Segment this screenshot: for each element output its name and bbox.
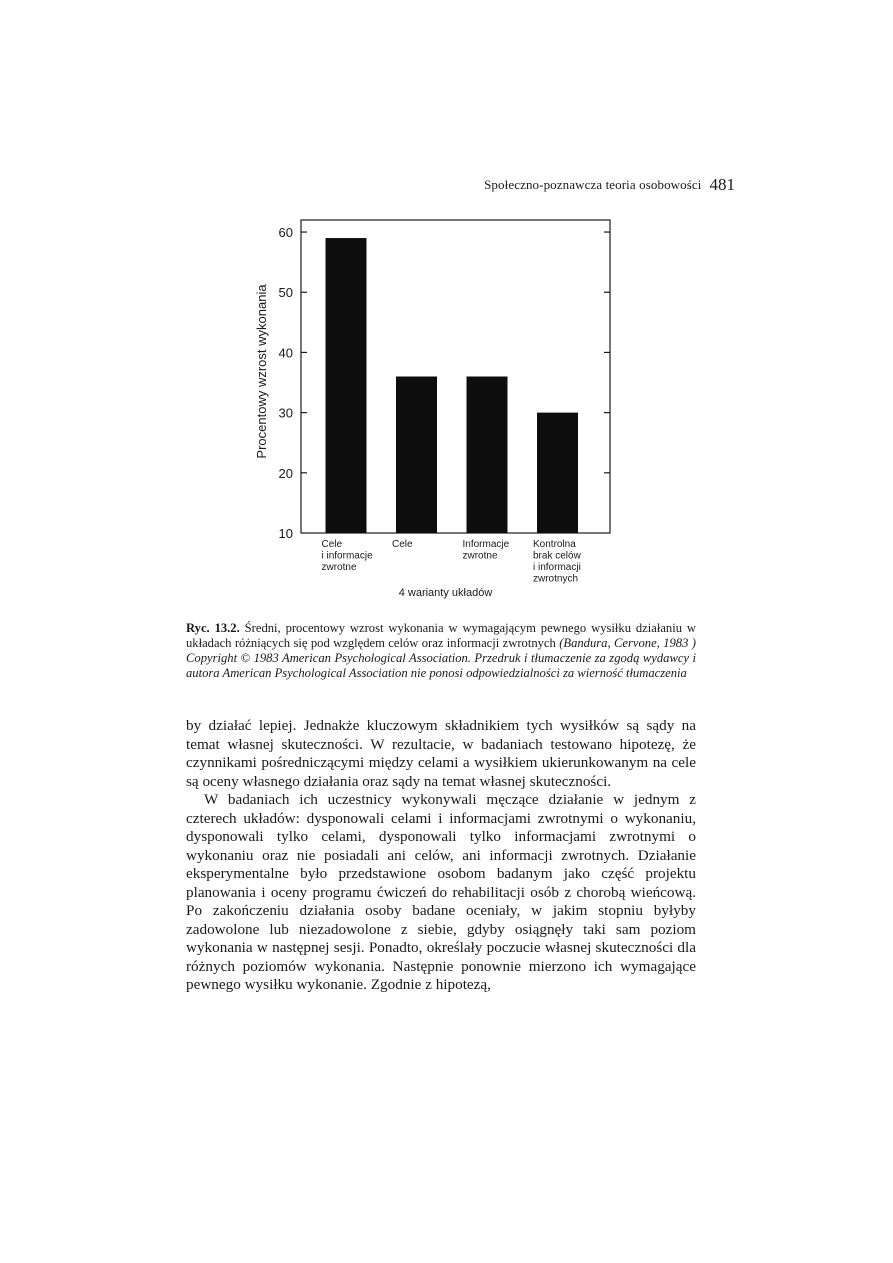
page-number: 481 <box>709 175 735 194</box>
x-category-label: Informacje <box>462 539 510 550</box>
bar <box>467 377 508 534</box>
y-tick-label: 30 <box>278 405 293 421</box>
x-category-label: i informacje <box>321 550 373 562</box>
figure-caption-source: (Bandura, Cervone, 1983 ) Copyright © 1983 American Psychological Association. Przedruk i tłumaczenie za zgodą wydawcy i autora American Psychological Association nie ponosi odpowiedzialności za wierność tłumaczenia <box>186 636 696 680</box>
x-category-label: Kontrolna <box>533 539 576 550</box>
x-category-label: zwrotnych <box>533 573 579 585</box>
x-category-label: zwrotne <box>321 562 357 573</box>
y-tick-label: 10 <box>278 526 293 541</box>
x-category-label: i informacji <box>533 562 581 573</box>
x-category-label: zwrotne <box>462 550 498 562</box>
figure-chart <box>240 210 640 610</box>
y-tick-label: 60 <box>278 225 293 241</box>
running-head-title: Społeczno-poznawcza teoria osobowości <box>484 177 702 192</box>
paragraph-2: W badaniach ich uczestnicy wykonywali męczące działanie w jednym z czterech układów: dysponowali celami i informacjami zwrotnymi o wykonaniu, dysponowali tylko celami, dysponowali tylko informacjami zwrotnymi o wykonaniu oraz nie posiadali ani celów, ani informacji zwrotnych. Działanie eksperymentalne było przedstawione osobom badanym jako część projektu planowania i oceny programu ćwiczeń do rehabilitacji osób z chorobą wieńcową. Po zakończeniu działania osoby badane oceniały, w jakim stopniu byłyby zadowolone lub niezadowolone z siebie, gdyby osiągnęły taki sam poziom wykonania w następnej sesji. Ponadto, określały poczucie własnej skuteczności dla różnych poziomów wykonania. Następnie ponownie mierzono ich wymagające pewnego wysiłku wykonanie. Zgodnie z hipotezą, <box>186 791 696 993</box>
body-text <box>186 717 696 995</box>
y-tick-label: 20 <box>278 465 293 481</box>
y-tick-label: 50 <box>278 285 293 301</box>
bar <box>396 377 437 534</box>
paragraph-1: by działać lepiej. Jednakże kluczowym składnikiem tych wysiłków są sądy na temat własnej skuteczności. W rezultacie, w badaniach testowano hipotezę, że czynnikami pośredniczącymi między celami a wysiłkiem ukierunkowanym na cele są oceny własnego działania oraz sądy na temat własnej skuteczności. <box>186 717 696 790</box>
bar-chart <box>240 210 640 610</box>
figure-label: Ryc. 13.2. <box>186 621 240 635</box>
x-category-label: Cele <box>321 539 343 550</box>
figure-caption-text: Średni, procentowy wzrost wykonania w wymagającym pewnego wysiłku działaniu w układach różniących się pod względem celów oraz informacji zwrotnych <box>186 621 697 650</box>
y-tick-label: 40 <box>278 345 293 361</box>
x-category-label: Cele <box>392 539 413 550</box>
x-category-label: brak celów <box>533 550 581 562</box>
x-axis-label: 4 warianty układów <box>398 587 493 599</box>
bar <box>326 238 367 533</box>
running-head <box>400 175 735 195</box>
y-axis-label: Procentowy wzrost wykonania <box>254 284 269 459</box>
bar <box>537 413 578 533</box>
figure-caption <box>186 621 696 681</box>
